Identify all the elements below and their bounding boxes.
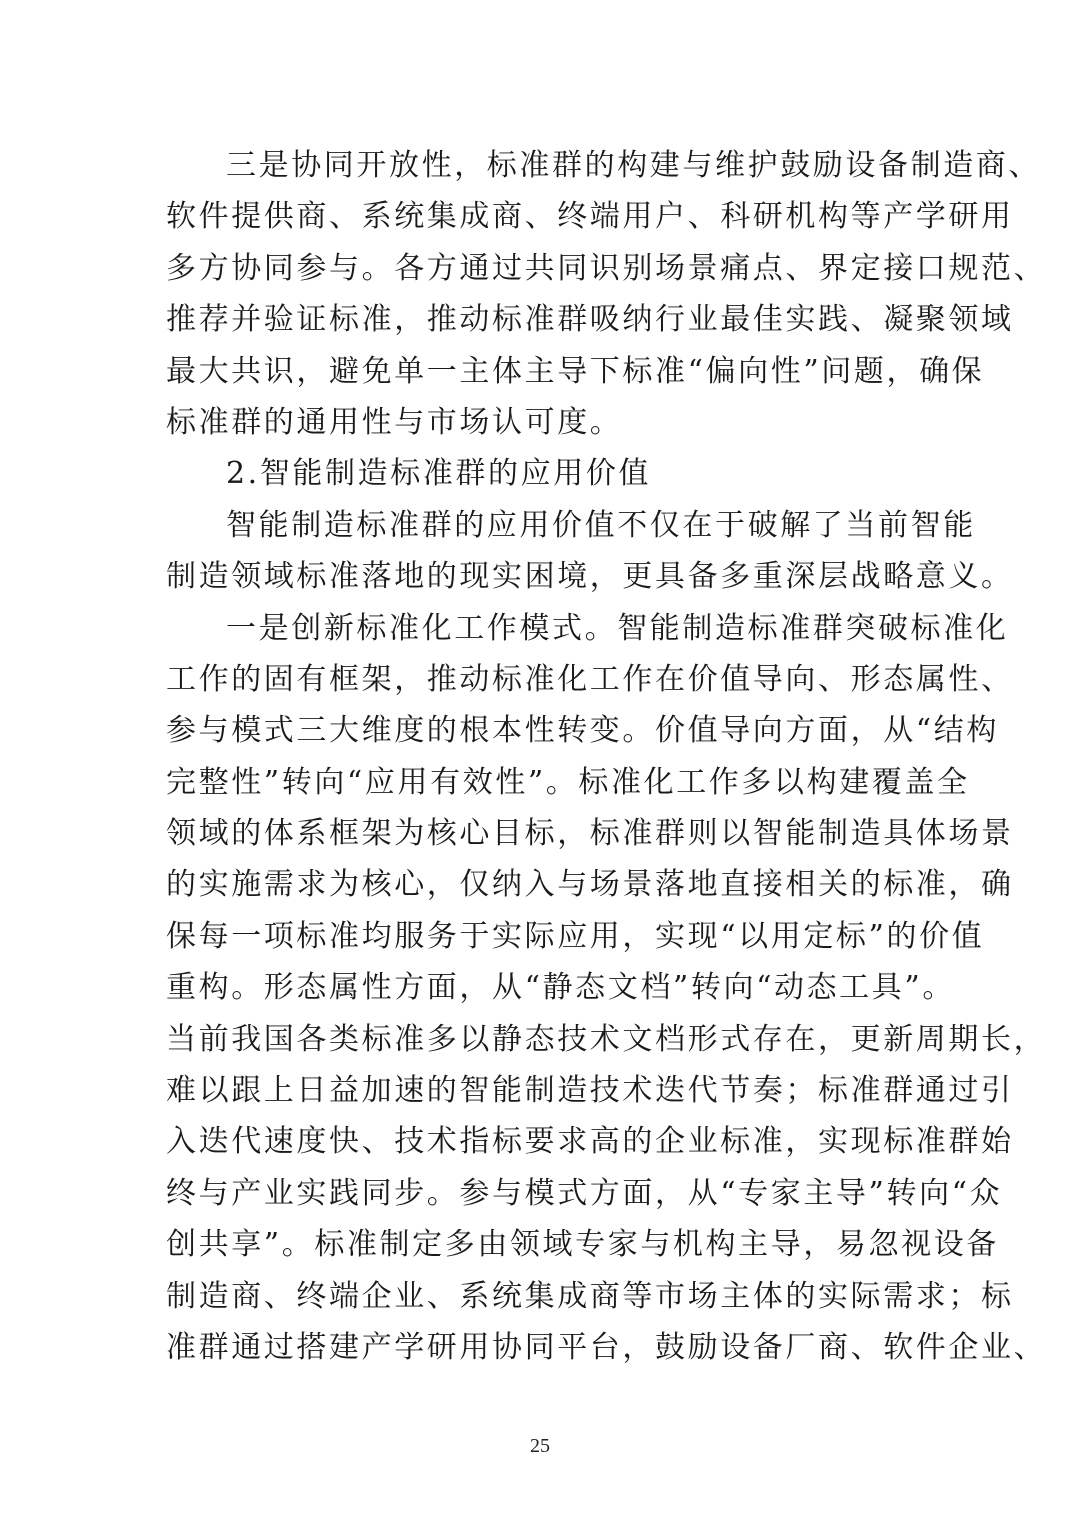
paragraph-line: 难以跟上日益加速的智能制造技术迭代节奏；标准群通过引 <box>166 1073 1014 1109</box>
paragraph-line: 准群通过搭建产学研用协同平台，鼓励设备厂商、软件企业、 <box>166 1329 1047 1365</box>
paragraph-line: 参与模式三大维度的根本性转变。价值导向方面，从“结构 <box>166 713 999 749</box>
paragraph-line: 三是协同开放性，标准群的构建与维护鼓励设备制造商、 <box>226 148 1041 183</box>
section-heading: 2.智能制造标准群的应用价值 <box>226 456 652 492</box>
paragraph-line: 推荐并验证标准，推动标准群吸纳行业最佳实践、凝聚领域 <box>166 302 1014 338</box>
paragraph-line: 最大共识，避免单一主体主导下标准“偏向性”问题，确保 <box>166 353 985 389</box>
paragraph-line: 智能制造标准群的应用价值不仅在于破解了当前智能 <box>226 507 976 543</box>
paragraph-line: 多方协同参与。各方通过共同识别场景痛点、界定接口规范、 <box>166 250 1047 286</box>
paragraph-line: 当前我国各类标准多以静态技术文档形式存在，更新周期长， <box>166 1021 1047 1057</box>
paragraph-line: 制造领域标准落地的现实困境，更具备多重深层战略意义。 <box>166 559 1014 595</box>
paragraph-line: 软件提供商、系统集成商、终端用户、科研机构等产学研用 <box>166 199 1014 235</box>
paragraph-line: 入迭代速度快、技术指标要求高的企业标准，实现标准群始 <box>166 1124 1014 1160</box>
paragraph-line: 的实施需求为核心，仅纳入与场景落地直接相关的标准，确 <box>166 867 1014 903</box>
paragraph-line: 工作的固有框架，推动标准化工作在价值导向、形态属性、 <box>166 661 1014 697</box>
paragraph-line: 终与产业实践同步。参与模式方面，从“专家主导”转向“众 <box>166 1175 1003 1211</box>
paragraph-line: 一是创新标准化工作模式。智能制造标准群突破标准化 <box>226 610 1009 646</box>
page-number: 25 <box>530 1435 550 1457</box>
paragraph-line: 重构。形态属性方面，从“静态文档”转向“动态工具”。 <box>166 970 955 1006</box>
paragraph-line: 标准群的通用性与市场认可度。 <box>166 404 623 440</box>
paragraph-line: 保每一项标准均服务于实际应用，实现“以用定标”的价值 <box>166 918 985 954</box>
paragraph-line: 领域的体系框架为核心目标，标准群则以智能制造具体场景 <box>166 816 1014 852</box>
paragraph-line: 创共享”。标准制定多由领域专家与机构主导，易忽视设备 <box>166 1227 999 1263</box>
paragraph-line: 完整性”转向“应用有效性”。标准化工作多以构建覆盖全 <box>166 764 970 800</box>
body-text <box>166 140 1047 1373</box>
paragraph-line: 制造商、终端企业、系统集成商等市场主体的实际需求；标 <box>166 1278 1014 1314</box>
